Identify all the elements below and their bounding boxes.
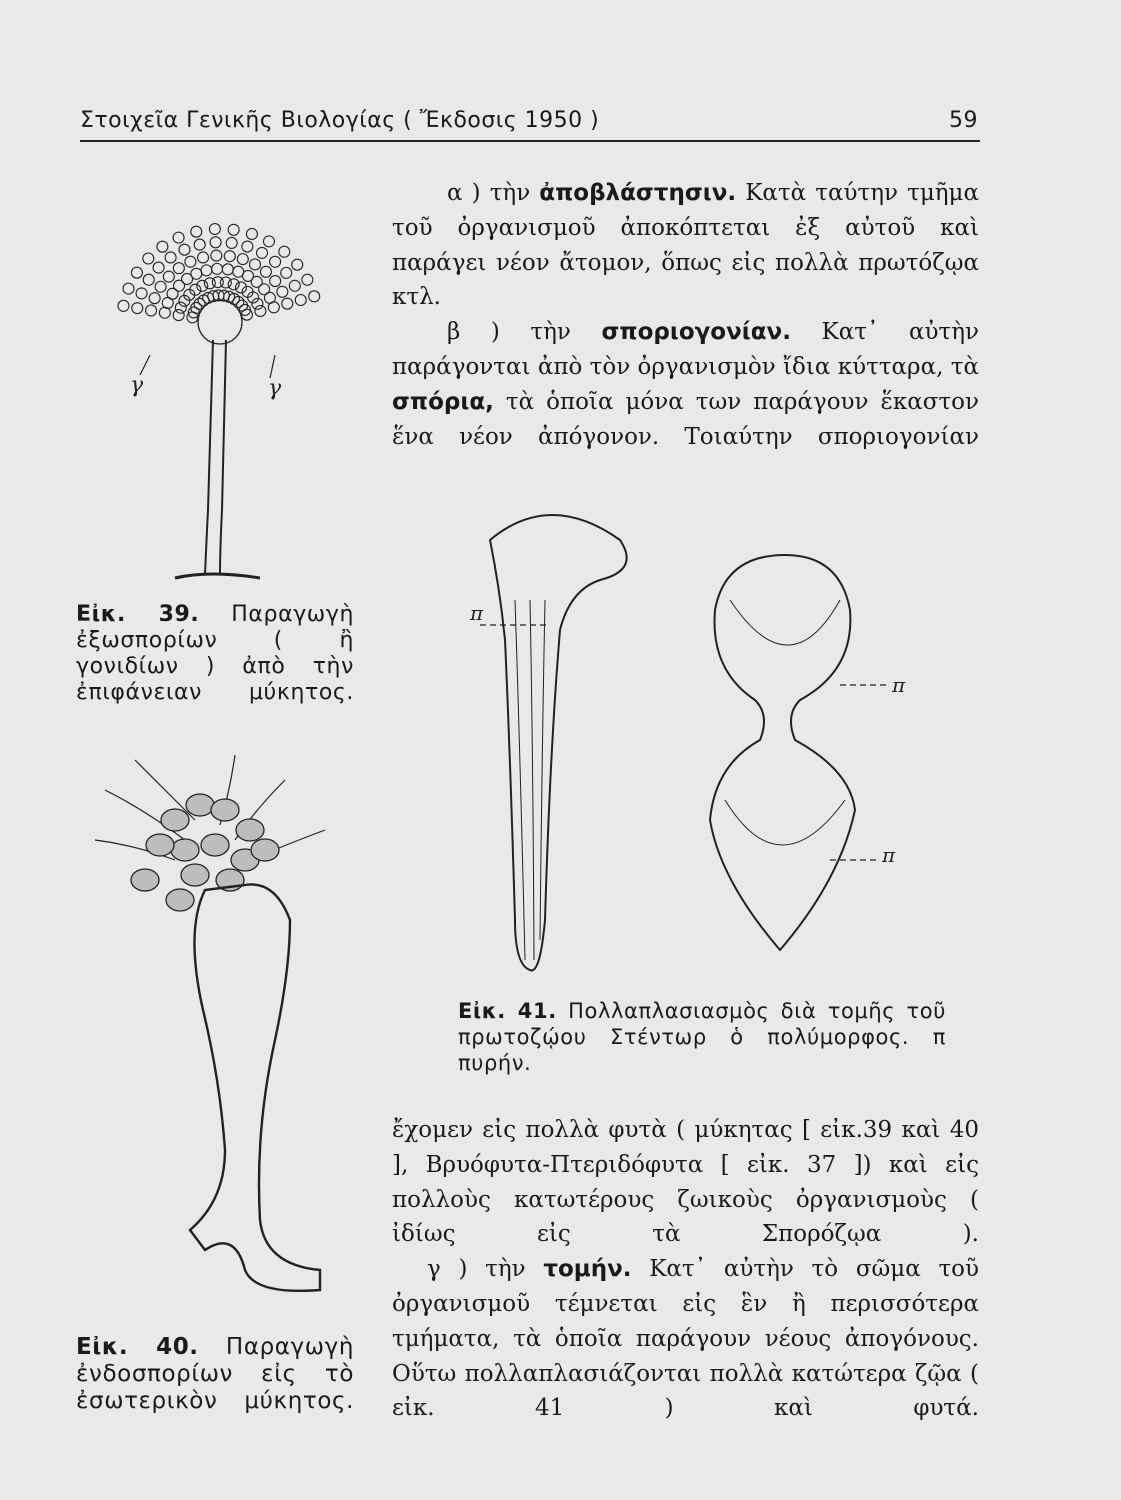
fig41-illustration	[460, 500, 930, 980]
spore	[270, 256, 281, 267]
fig41-label: Εἰκ. 41.	[458, 999, 557, 1023]
spore	[212, 263, 223, 274]
spore	[173, 310, 184, 321]
spore	[279, 246, 290, 257]
spore	[185, 256, 196, 267]
fig41-mark-2: π	[892, 673, 906, 697]
mycelium-body	[190, 884, 320, 1290]
sporangium	[161, 809, 189, 831]
spore	[201, 265, 212, 276]
sporangium	[236, 819, 264, 841]
text-b-3: τὰ ὁποῖα μόνα των παράγουν ἕκαστον ἕνα νέον ἀπόγονον. Τοιαύτην σποριογονίαν	[392, 388, 980, 450]
item-label-c: γ )	[427, 1256, 468, 1283]
spore	[209, 224, 220, 235]
spore	[210, 237, 221, 248]
fig41-caption-text: Πολλαπλασιασμὸς διὰ τομῆς τοῦ πρωτοζῴου Στέντωρ ὁ πολύμορφος. π πυρήν.	[458, 999, 946, 1075]
spore-chains	[118, 224, 320, 344]
fig39-mark-left: γ	[130, 373, 144, 398]
sporangium	[131, 869, 159, 891]
spore	[264, 236, 275, 247]
fig41-mark-1: π	[470, 601, 484, 625]
text-c-1: τὴν	[485, 1256, 526, 1283]
spore	[255, 306, 266, 317]
spore	[282, 298, 293, 309]
spore	[268, 302, 279, 313]
fig40-caption-text: Παραγωγὴ ἐνδοσπορίων εἰς τὸ ἐσωτερικὸν μύκητος.	[76, 1334, 354, 1414]
spore	[228, 279, 239, 290]
spore	[153, 262, 164, 273]
spore	[136, 288, 147, 299]
stentor-right	[710, 555, 855, 950]
sporangium	[251, 839, 279, 861]
text-b-1: τὴν	[530, 319, 571, 346]
spore	[179, 244, 190, 255]
spore	[191, 226, 202, 237]
spore	[224, 251, 235, 262]
fig40-caption	[76, 1334, 354, 1415]
term-apoblastisis: ἀποβλάστησιν.	[539, 180, 737, 206]
text-a-1: τὴν	[489, 180, 531, 206]
fig40-illustration	[85, 750, 345, 1330]
spore	[123, 283, 134, 294]
spore	[228, 224, 239, 235]
spore	[118, 300, 129, 311]
fig39-mark-right: γ	[268, 376, 282, 401]
sporangium	[186, 794, 214, 816]
spore	[281, 267, 292, 278]
fig41-mark-3: π	[882, 843, 896, 867]
page-number: 59	[949, 108, 978, 133]
spore	[175, 302, 186, 313]
header-title: Στοιχεῖα Γενικῆς Βιολογίας ( Ἔκδοσις 1950 )	[80, 108, 600, 133]
spore	[132, 303, 143, 314]
fig39-caption-text: Παραγωγὴ ἐξωσπορίων ( ἢ γονιδίων ) ἀπὸ τὴν ἐπιφάνειαν μύκητος.	[76, 602, 354, 705]
header-rule	[80, 140, 980, 142]
spore	[250, 259, 261, 270]
spore	[242, 241, 253, 252]
term-tomi: τομήν.	[543, 1256, 632, 1283]
stalk	[205, 340, 213, 575]
sporangium	[201, 834, 229, 856]
sporangium-cluster	[95, 755, 325, 911]
spore	[292, 259, 303, 270]
spore	[295, 295, 306, 306]
spore	[220, 277, 231, 288]
fig40-label: Εἰκ. 40.	[76, 1334, 199, 1360]
spore	[198, 252, 209, 263]
spore	[155, 281, 166, 292]
spore	[173, 263, 184, 274]
spore	[159, 307, 170, 318]
intro-text	[392, 176, 979, 454]
spore	[222, 264, 233, 275]
spore	[143, 274, 154, 285]
spore	[204, 278, 215, 289]
spore	[257, 247, 268, 258]
spore	[309, 291, 320, 302]
sporangium	[171, 839, 199, 861]
term-sporia: σπόρια,	[392, 388, 494, 415]
paragraph-c	[392, 1252, 979, 1426]
spore	[302, 274, 313, 285]
spore	[194, 239, 205, 250]
spore	[289, 280, 300, 291]
sporangium	[146, 834, 174, 856]
spore	[146, 305, 157, 316]
spore	[237, 254, 248, 265]
item-label-b: β )	[447, 319, 500, 346]
running-header	[80, 108, 978, 133]
spore	[149, 293, 160, 304]
base	[175, 574, 260, 578]
sporangium	[211, 799, 239, 821]
term-sporiogonia: σποριογονίαν.	[601, 319, 791, 346]
spore	[270, 276, 281, 287]
stentor-left	[490, 515, 627, 970]
spore	[131, 267, 142, 278]
spore	[143, 253, 154, 264]
sporangium	[181, 864, 209, 886]
spore	[277, 286, 288, 297]
spore	[191, 268, 202, 279]
paragraph-a	[392, 176, 979, 315]
paragraph-continuation: ἔχομεν εἰς πολλὰ φυτὰ ( μύκητας [ εἰκ.39 καὶ 40 ], Βρυόφυτα-Πτεριδόφυτα [ εἰκ. 37 ]) καὶ εἰς πολλοὺς κατωτέρους ζωικοὺς ὀργανισμοὺς ( ἰδίως εἰς τὰ Σπορόζῳα ).	[392, 1117, 979, 1248]
spore	[260, 266, 271, 277]
continuation-text	[392, 1113, 979, 1426]
text-b-2: Κατ᾽ αὐτὴν παράγονται ἀπὸ τὸν ὀργανισμὸν ἴδια κύτταρα, τὰ	[392, 319, 980, 380]
spore	[246, 228, 257, 239]
fig41-caption	[458, 998, 946, 1076]
text-a-2: Κατὰ ταύτην τμῆμα τοῦ ὀργανισμοῦ ἀποκόπτεται ἐξ αὐτοῦ καὶ παράγει νέον ἄτομον, ὅπως εἰς πολλὰ πρωτόζῳα κτλ.	[392, 180, 980, 311]
fig39-caption	[76, 602, 354, 706]
paragraph-b	[392, 315, 979, 454]
item-label-a: α )	[447, 180, 481, 206]
fig39-label: Εἰκ. 39.	[76, 602, 200, 627]
spore	[163, 271, 174, 282]
spore	[165, 252, 176, 263]
spore	[173, 232, 184, 243]
fig39-illustration	[110, 210, 330, 590]
spore	[157, 241, 168, 252]
spore	[211, 250, 222, 261]
spore	[226, 237, 237, 248]
sporangium	[166, 889, 194, 911]
text-c-2: Κατ᾽ αὐτὴν τὸ σῶμα τοῦ ὀργανισμοῦ τέμνεται εἰς ἓν ἢ περισσότερα τμήματα, τὰ ὁποῖα παράγουν νέους ἀπογόνους. Οὕτω πολλαπλασιάζονται πολλὰ κατώτερα ζῷα ( εἰκ. 41 ) καὶ φυτά.	[392, 1256, 980, 1422]
